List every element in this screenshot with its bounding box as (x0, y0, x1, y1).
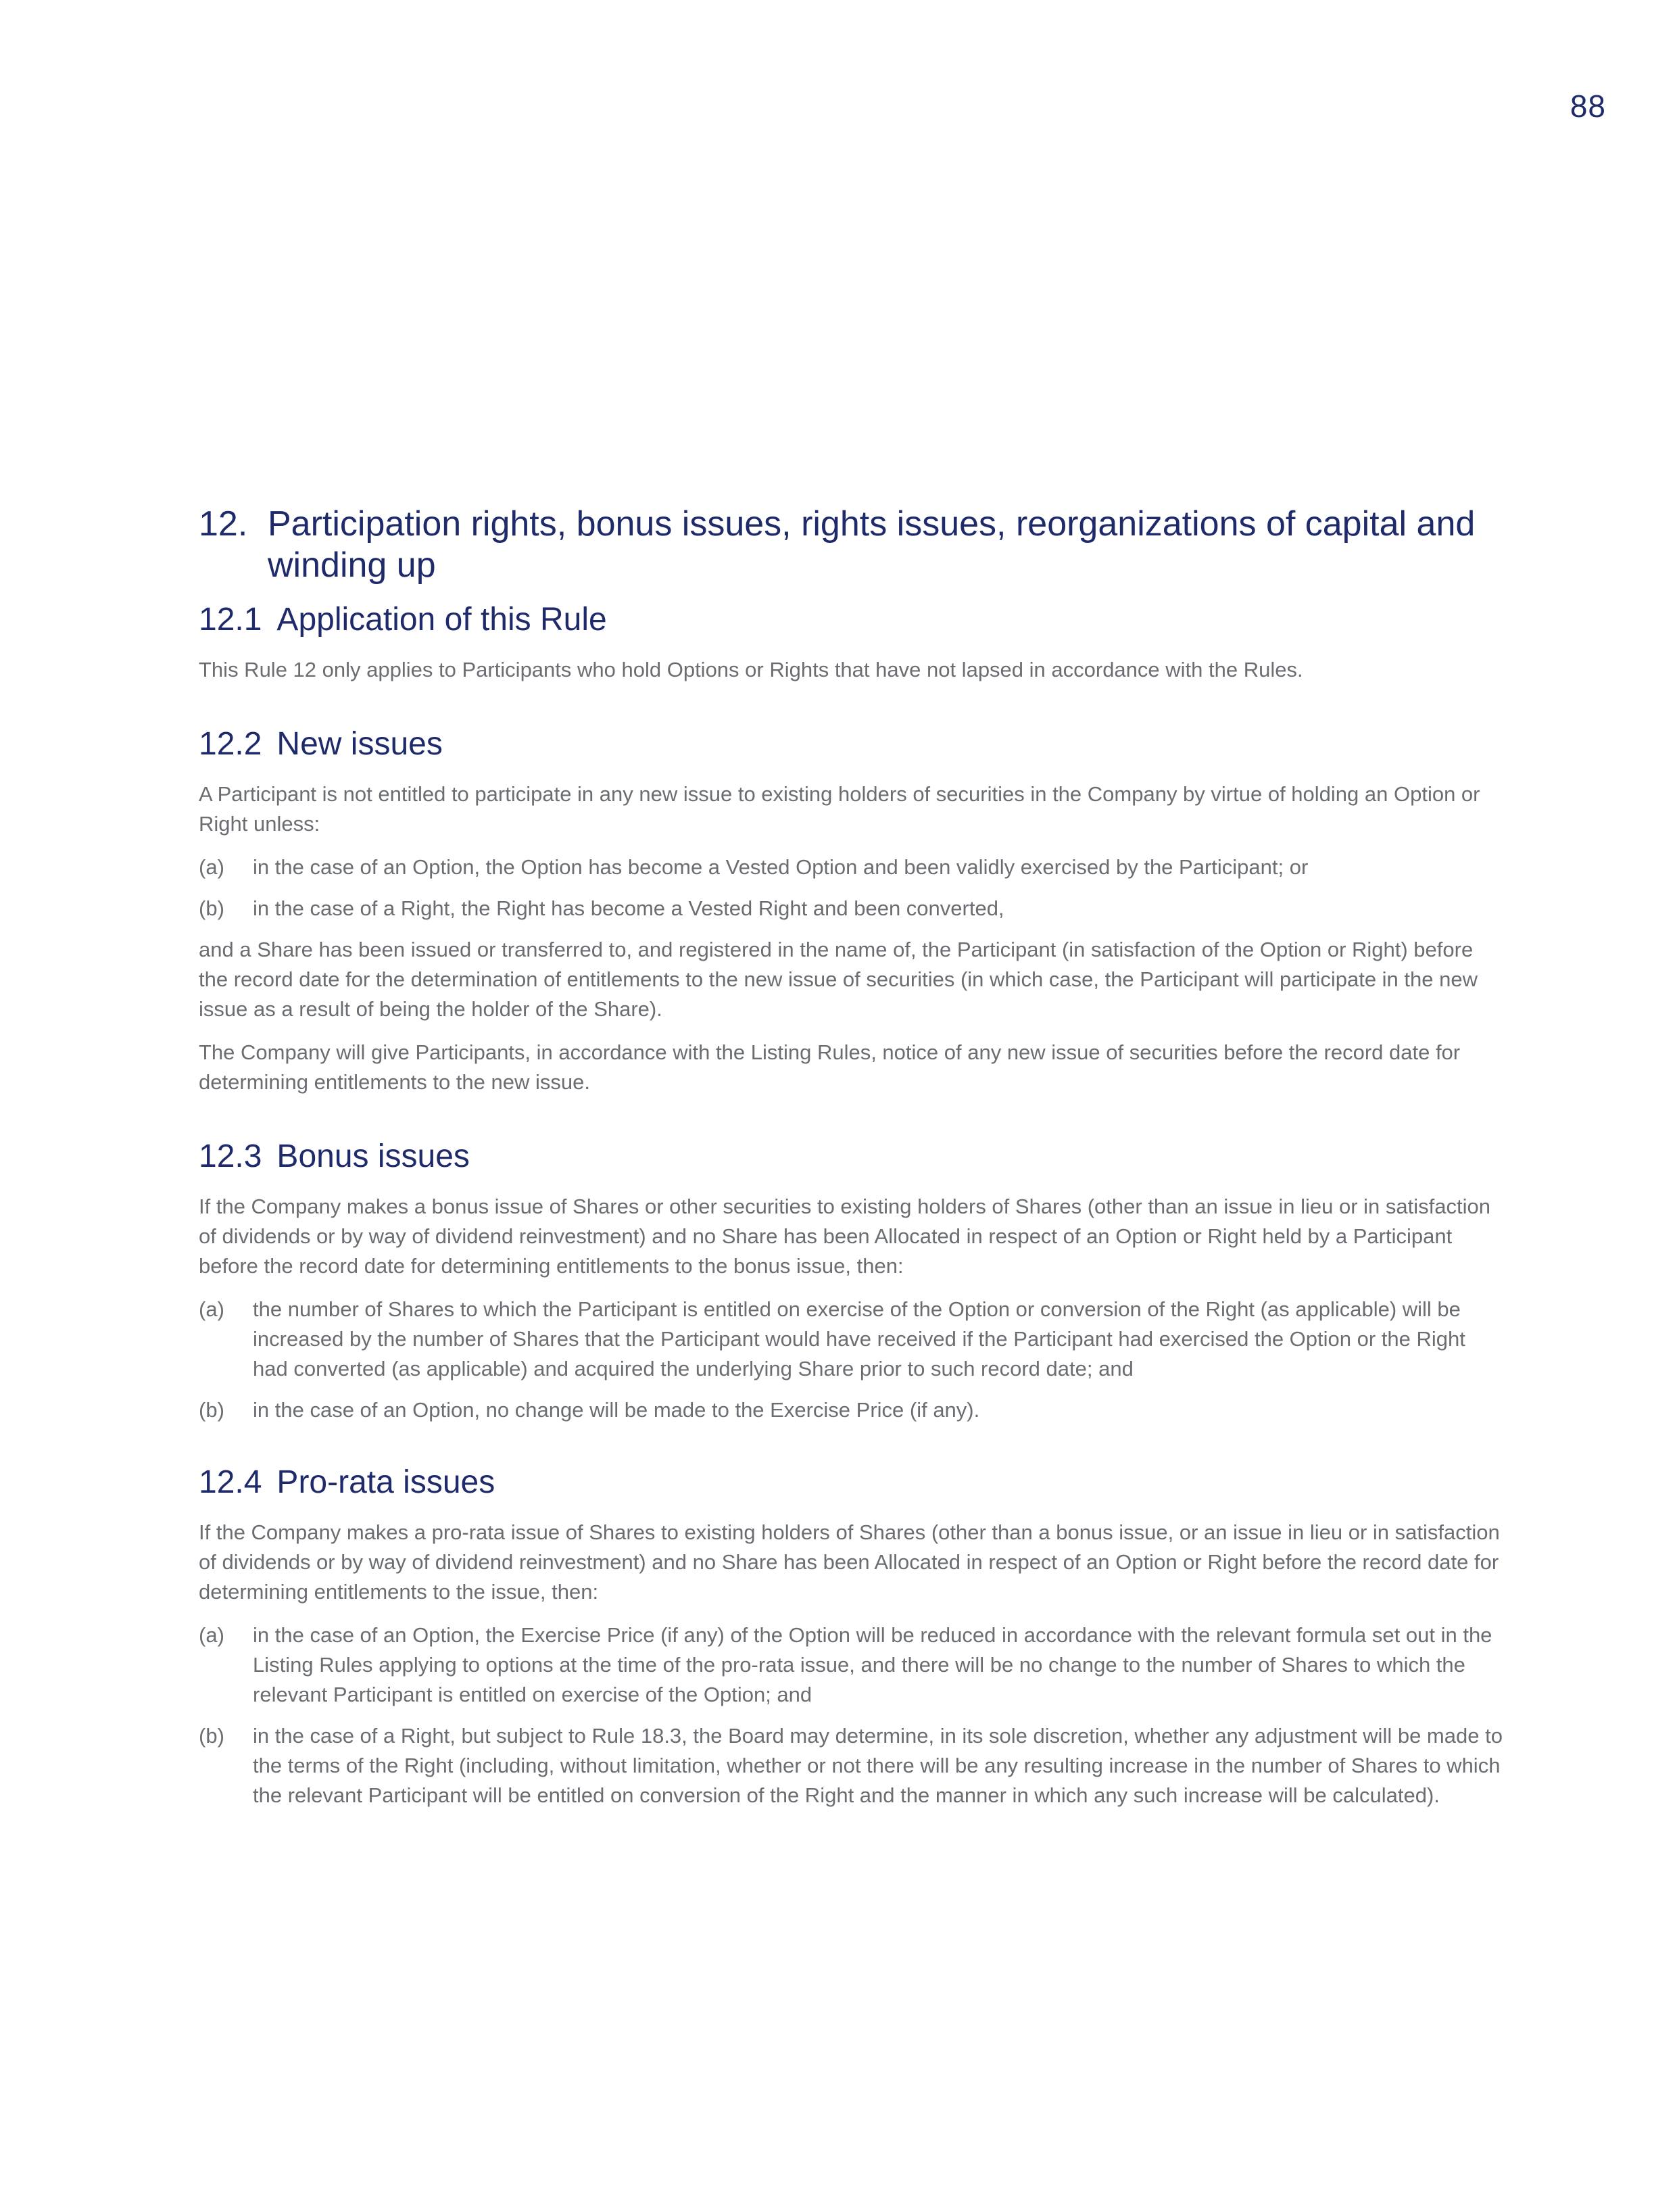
section-title: New issues (276, 726, 443, 762)
section-pro-rata-issues (199, 1462, 1503, 1810)
section-new-issues (199, 724, 1503, 1097)
paragraph: This Rule 12 only applies to Participants who hold Options or Rights that have not lapsed in accordance with the Rules. (199, 658, 1303, 681)
list-item (199, 1620, 1503, 1710)
list-item (199, 1721, 1503, 1810)
item-text: in the case of an Option, the Option has become a Vested Option and been validly exercised by the Participant; or (253, 855, 1309, 879)
item-text: in the case of an Option, no change will be made to the Exercise Price (if any). (253, 1398, 980, 1422)
paragraph: and a Share has been issued or transferred to, and registered in the name of, the Participant (in satisfaction of the Option or Right) before the record date for the determination of entitlements to the new issue of securities (in which case, the Participant will participate in the new issue as a result of being the holder of the Share). (199, 938, 1478, 1021)
item-label: (b) (199, 1724, 224, 1748)
section-bonus-issues (199, 1136, 1503, 1425)
page-number: 88 (1570, 89, 1606, 124)
section-title: Bonus issues (276, 1138, 470, 1174)
rule-title: Participation rights, bonus issues, rights issues, reorganizations of capital and winding up (268, 504, 1476, 585)
section-title: Pro-rata issues (276, 1464, 495, 1500)
list-item (199, 894, 1503, 923)
section-heading (199, 1462, 1503, 1503)
section-heading (199, 600, 1503, 640)
section-number: 12.1 (199, 602, 262, 638)
list-item (199, 1395, 1503, 1425)
section-spacer (199, 698, 1503, 724)
item-label: (a) (199, 1623, 224, 1647)
section-number: 12.3 (199, 1138, 262, 1174)
section-number: 12.4 (199, 1464, 262, 1500)
list-item (199, 852, 1503, 882)
paragraph: A Participant is not entitled to participate in any new issue to existing holders of securities in the Company by virtue of holding an Option or Right unless: (199, 782, 1480, 836)
rule-heading (199, 504, 1503, 586)
section-spacer (199, 1437, 1503, 1462)
rule-number: 12. (199, 504, 248, 544)
document-body (199, 504, 1503, 1822)
paragraph: If the Company makes a pro-rata issue of Shares to existing holders of Shares (other than a bonus issue, or an issue in lieu or in satisfaction of dividends or by way of dividend reinvestment) and no Share has been Allocated in respect of an Option or Right before the record date for determining entitlements to the issue, then: (199, 1520, 1500, 1604)
list-item (199, 1295, 1503, 1384)
item-label: (b) (199, 1398, 224, 1422)
item-text: in the case of a Right, but subject to Rule 18.3, the Board may determine, in its sole discretion, whether any adjustment will be made to the terms of the Right (including, without limitation, whether or not there will be any resulting increase in the number of Shares to which the relevant Participant will be entitled on conversion of the Right and the manner in which any such increase will be calculated). (253, 1724, 1503, 1807)
item-text: in the case of an Option, the Exercise Price (if any) of the Option will be reduced in accordance with the relevant formula set out in the Listing Rules applying to options at the time of the pro-rata issue, and there will be no change to the number of Shares to which the relevant Participant is entitled on exercise of the Option; and (253, 1623, 1492, 1706)
paragraph: If the Company makes a bonus issue of Shares or other securities to existing holders of Shares (other than an issue in lieu or in satisfaction of dividends or by way of dividend reinvestment) and no Share has been Allocated in respect of an Option or Right held by a Participant before the record date for determining entitlements to the bonus issue, then: (199, 1195, 1490, 1278)
item-label: (a) (199, 855, 224, 879)
item-text: in the case of a Right, the Right has become a Vested Right and been converted, (253, 896, 1004, 920)
item-label: (b) (199, 896, 224, 920)
section-application (199, 600, 1503, 685)
item-label: (a) (199, 1297, 224, 1321)
section-heading (199, 1136, 1503, 1177)
section-number: 12.2 (199, 726, 262, 762)
section-spacer (199, 1111, 1503, 1136)
section-heading (199, 724, 1503, 765)
paragraph: The Company will give Participants, in accordance with the Listing Rules, notice of any new issue of securities before the record date for determining entitlements to the new issue. (199, 1040, 1461, 1094)
section-title: Application of this Rule (276, 602, 607, 638)
item-text: the number of Shares to which the Participant is entitled on exercise of the Option or conversion of the Right (as applicable) will be increased by the number of Shares that the Participant would have received if the Participant had exercised the Option or the Right had converted (as applicable) and acquired the underlying Share prior to such record date; and (253, 1297, 1465, 1380)
